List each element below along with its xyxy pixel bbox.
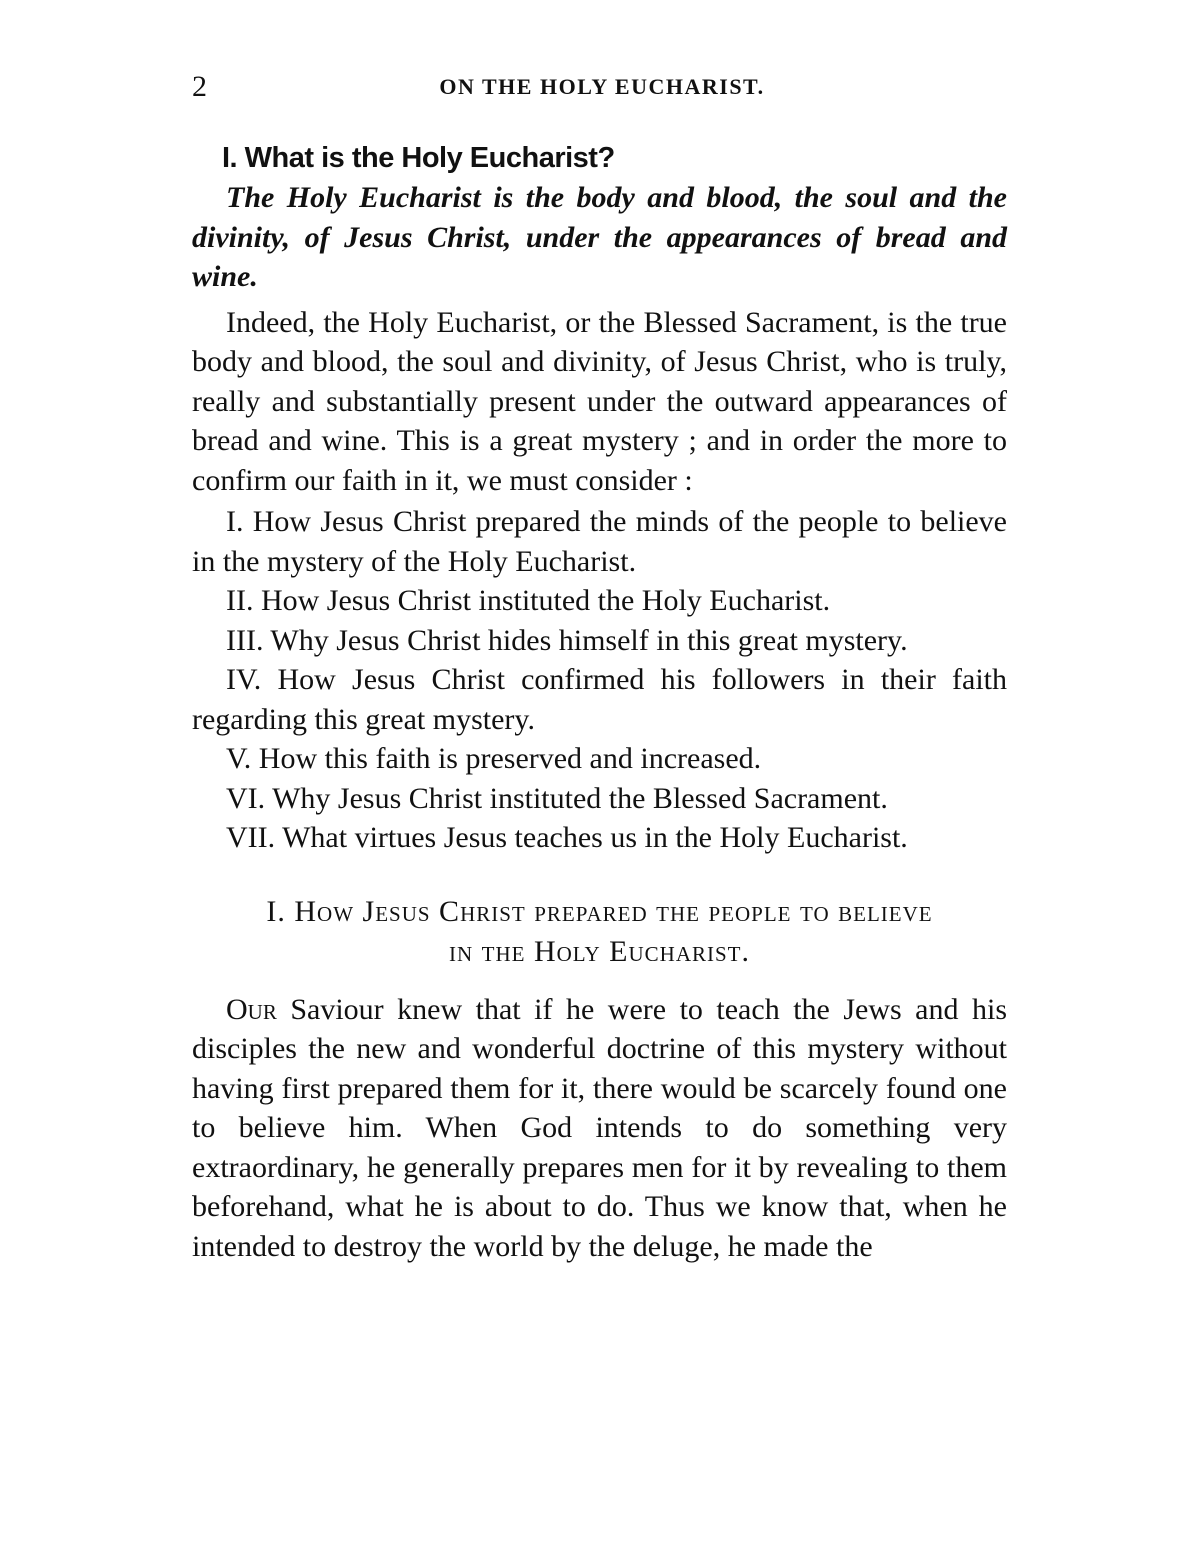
page-number: 2 bbox=[192, 70, 207, 103]
point-6: VI. Why Jesus Christ instituted the Blessed Sacrament. bbox=[226, 781, 888, 815]
answer-text: The Holy Eucharist is the body and blood, the soul and the divinity, of Jesus Christ, under the appearances of bread and wine. bbox=[192, 181, 1007, 293]
point-7: VII. What virtues Jesus teaches us in the Holy Eucharist. bbox=[226, 821, 908, 854]
point-2: II. How Jesus Christ instituted the Holy Eucharist. bbox=[226, 584, 831, 617]
question-heading: I. What is the Holy Eucharist? bbox=[222, 142, 615, 174]
section-paragraph bbox=[192, 990, 1007, 1267]
page-body bbox=[192, 138, 1007, 1268]
section-lead-word: Our bbox=[226, 992, 277, 1026]
section-heading-line-2: in the Holy Eucharist. bbox=[448, 934, 751, 968]
section-paragraph-text: Saviour knew that if he were to teach the Jews and his disciples the new and wonderful doctrine of this mystery without having first prepared them for it, there would be scarcely found one to believe him. When God intends to do something very extraordinary, he generally prepares men for it by revealing to them beforehand, what he is about to do. Thus we know that, when he intended to destroy the world by the deluge, he made the bbox=[192, 992, 1007, 1263]
point-1: I. How Jesus Christ prepared the minds of the people to believe in the mystery of the Holy Eucharist. bbox=[192, 505, 1007, 578]
section-heading-line-1: I. How Jesus Christ prepared the people to believe bbox=[266, 894, 933, 928]
running-title: ON THE HOLY EUCHARIST. bbox=[439, 74, 765, 99]
intro-paragraph: Indeed, the Holy Eucharist, or the Blessed Sacrament, is the true body and blood, the soul and divinity, of Jesus Christ, who is truly, really and substantially present under the outward appearances of bread and wine. This is a great mystery ; and in order the more to confirm our faith in it, we must consider : bbox=[192, 305, 1007, 497]
section-heading bbox=[192, 892, 1007, 972]
point-3: III. Why Jesus Christ hides himself in this great mystery. bbox=[226, 623, 908, 657]
point-5: V. How this faith is preserved and increased. bbox=[226, 742, 762, 775]
point-4: IV. How Jesus Christ confirmed his followers in their faith regarding this great mystery. bbox=[192, 663, 1007, 736]
running-head bbox=[192, 70, 1012, 110]
